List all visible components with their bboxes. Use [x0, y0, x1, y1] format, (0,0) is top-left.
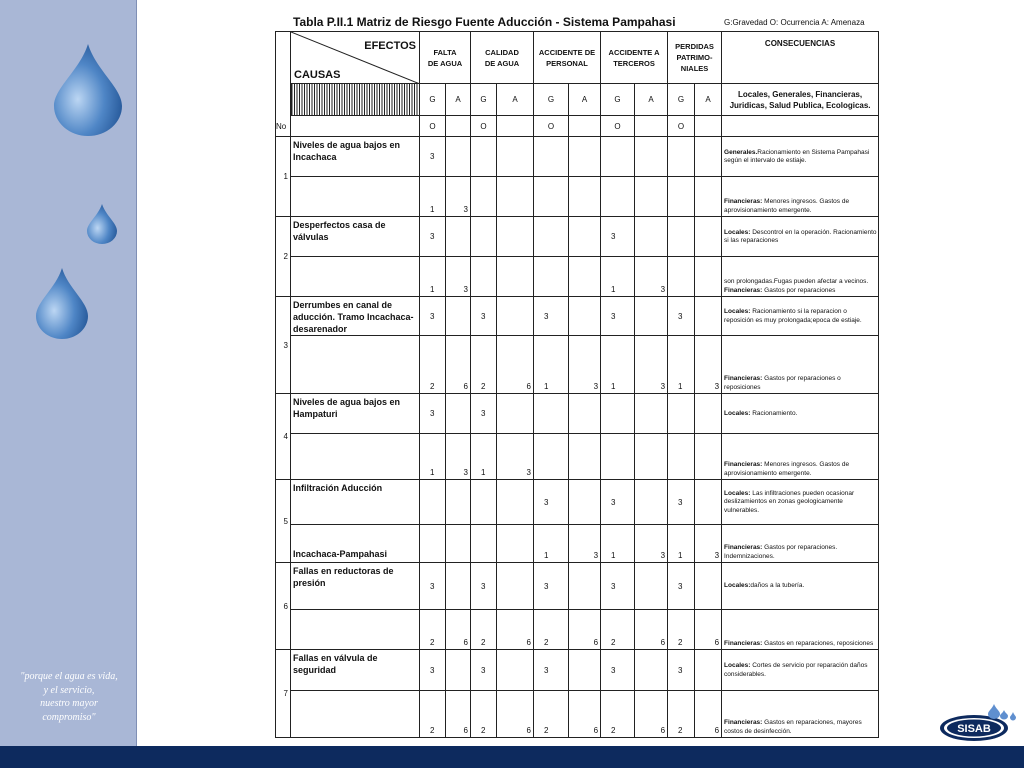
consequence-detail: Las infiltraciones pueden ocasionar deslizamientos en zonas geologicamente vulnerables.	[724, 489, 855, 514]
amenaza-value	[497, 525, 534, 563]
sisab-logo	[936, 702, 1024, 744]
hatched-cell	[291, 84, 420, 116]
gravedad-value	[471, 137, 497, 177]
consequence-detail: Gastos por reparaciones o reposiciones	[724, 375, 841, 391]
header-corner	[276, 32, 291, 137]
matrix-row-lower	[276, 691, 879, 738]
amenaza-cell	[497, 394, 534, 434]
matrix-row-lower	[276, 257, 879, 297]
ocurrencia-value: 1	[668, 525, 695, 563]
logo-text: SISAB	[957, 723, 991, 735]
amenaza-value: 6	[695, 610, 722, 650]
amenaza-cell	[569, 480, 601, 525]
gravedad-value: 3	[534, 297, 569, 336]
header-consecuencias: CONSECUENCIAS	[722, 32, 879, 84]
amenaza-cell	[695, 563, 722, 610]
amenaza-value: 6	[569, 610, 601, 650]
ocurrencia-value: 1	[420, 434, 446, 480]
amenaza-value: 3	[497, 434, 534, 480]
water-drop-large-icon	[52, 42, 124, 138]
consequence-detail: Descontrol en la operación. Racionamiento si las reparaciones	[724, 228, 877, 244]
amenaza-value: 3	[695, 336, 722, 394]
consequence-detail: Racionamiento en Sistema Pampahasi según el intervalo de estiaje.	[724, 148, 870, 164]
ocurrencia-value: 2	[471, 691, 497, 738]
consequence-text	[722, 480, 879, 525]
gravedad-value	[471, 480, 497, 525]
document-title: Tabla P.II.1 Matriz de Riesgo Fuente Aducción - Sistema Pampahasi	[293, 15, 676, 29]
ocurrencia-value: 1	[601, 336, 635, 394]
amenaza-cell	[446, 394, 471, 434]
header-perdidas-patrimoniales: PERDIDAS PATRIMO- NIALES	[668, 32, 722, 84]
header-a: A	[695, 84, 722, 116]
amenaza-value: 3	[695, 525, 722, 563]
ocurrencia-value	[471, 525, 497, 563]
ocurrencia-value	[471, 257, 497, 297]
amenaza-value: 6	[635, 610, 668, 650]
amenaza-cell	[497, 297, 534, 336]
gravedad-value: 3	[420, 563, 446, 610]
amenaza-cell	[695, 394, 722, 434]
ocurrencia-value	[601, 434, 635, 480]
amenaza-cell	[569, 563, 601, 610]
gravedad-value	[601, 394, 635, 434]
matrix-row	[276, 394, 879, 434]
cause-text: Niveles de agua bajos en Incachaca	[291, 137, 420, 177]
header-a: A	[569, 84, 601, 116]
gravedad-value	[471, 217, 497, 257]
cause-text-lower	[291, 434, 420, 480]
header-blank	[695, 116, 722, 137]
consequence-label: Financieras:	[724, 198, 763, 205]
amenaza-value	[635, 434, 668, 480]
amenaza-value	[497, 257, 534, 297]
matrix-row	[276, 480, 879, 525]
matrix-row-lower	[276, 610, 879, 650]
ocurrencia-value: 2	[471, 610, 497, 650]
amenaza-cell	[569, 297, 601, 336]
header-blank	[446, 116, 471, 137]
amenaza-cell	[695, 137, 722, 177]
amenaza-cell	[635, 480, 668, 525]
amenaza-value: 3	[569, 336, 601, 394]
cause-text: Niveles de agua bajos en Hampaturi	[291, 394, 420, 434]
row-number: 2	[276, 217, 291, 297]
consequence-text-lower	[722, 610, 879, 650]
gravedad-value: 3	[601, 480, 635, 525]
matrix-row-lower	[276, 525, 879, 563]
row-number: 5	[276, 480, 291, 563]
consequence-text-lower	[722, 691, 879, 738]
header-blank	[722, 116, 879, 137]
amenaza-value	[695, 434, 722, 480]
header-g: G	[601, 84, 635, 116]
ocurrencia-value	[420, 525, 446, 563]
amenaza-cell	[635, 217, 668, 257]
amenaza-value: 3	[446, 177, 471, 217]
gravedad-value	[668, 217, 695, 257]
risk-matrix-table	[275, 31, 879, 738]
ocurrencia-value: 2	[420, 336, 446, 394]
gravedad-value: 3	[668, 297, 695, 336]
ocurrencia-value: 1	[601, 257, 635, 297]
motto-line: nuestro mayor	[40, 698, 98, 709]
consequence-detail: Gastos por reparaciones. Indemnizaciones.	[724, 544, 838, 560]
bottom-bar	[0, 746, 1024, 768]
amenaza-value: 3	[635, 257, 668, 297]
header-g: G	[534, 84, 569, 116]
amenaza-cell	[695, 650, 722, 691]
consequence-label: Generales.	[724, 148, 758, 156]
amenaza-cell	[497, 217, 534, 257]
amenaza-value: 3	[446, 434, 471, 480]
cause-text-lower	[291, 257, 420, 297]
amenaza-value: 6	[497, 336, 534, 394]
ocurrencia-value	[471, 177, 497, 217]
consequence-detail: Menores ingresos. Gastos de aprovisionamiento emergente.	[724, 461, 850, 477]
header-o: O	[668, 116, 695, 137]
matrix-row	[276, 217, 879, 257]
ocurrencia-value: 2	[601, 610, 635, 650]
header-no: No	[276, 122, 287, 131]
gravedad-value: 3	[420, 137, 446, 177]
ocurrencia-value: 1	[534, 525, 569, 563]
gravedad-value: 3	[601, 297, 635, 336]
consequence-detail: son prolongadas.Fugas pueden afectar a vecinos.	[724, 278, 869, 285]
amenaza-cell	[635, 137, 668, 177]
consequence-text-lower	[722, 177, 879, 217]
amenaza-cell	[446, 297, 471, 336]
consequence-label: Financieras:	[724, 719, 763, 726]
amenaza-value: 3	[635, 525, 668, 563]
gravedad-value: 3	[601, 217, 635, 257]
consequence-text	[722, 137, 879, 177]
ocurrencia-value: 2	[601, 691, 635, 738]
ocurrencia-value: 1	[420, 177, 446, 217]
amenaza-value: 6	[497, 610, 534, 650]
consequence-detail: Racionamiento si la reparacion o reposición es muy prolongada;epoca de estiaje.	[724, 308, 862, 324]
header-falta-de-agua: FALTA DE AGUA	[420, 32, 471, 84]
gravedad-value: 3	[534, 650, 569, 691]
ocurrencia-value: 2	[420, 610, 446, 650]
cause-text: Derrumbes en canal de aducción. Tramo Incachaca-desarenador	[291, 297, 420, 336]
amenaza-value: 6	[446, 610, 471, 650]
gravedad-value: 3	[420, 650, 446, 691]
consequence-detail: Gastos por reparaciones	[762, 286, 836, 294]
gravedad-value: 3	[471, 563, 497, 610]
header-blank	[635, 116, 668, 137]
amenaza-value: 6	[635, 691, 668, 738]
amenaza-value: 6	[695, 691, 722, 738]
motto-line: "porque el agua es vida,	[20, 671, 118, 682]
ocurrencia-value: 2	[534, 691, 569, 738]
amenaza-cell	[635, 650, 668, 691]
cause-text-lower	[291, 610, 420, 650]
consequence-label: Locales:	[724, 228, 751, 236]
amenaza-cell	[446, 650, 471, 691]
cause-text: Fallas en válvula de seguridad	[291, 650, 420, 691]
ocurrencia-value	[534, 434, 569, 480]
header-accidente-personal: ACCIDENTE DE PERSONAL	[534, 32, 601, 84]
amenaza-value: 3	[446, 257, 471, 297]
consequence-detail: Gastos en reparaciones, mayores costos de desinfección.	[724, 719, 862, 735]
consequence-label: Locales:	[724, 409, 751, 417]
amenaza-cell	[497, 137, 534, 177]
consequence-label: Locales:	[724, 582, 751, 590]
cause-text: Fallas en reductoras de presión	[291, 563, 420, 610]
consequence-detail: Cortes de servicio por reparación daños considerables.	[724, 662, 868, 678]
ocurrencia-value	[601, 177, 635, 217]
gravedad-value	[668, 394, 695, 434]
consequence-text	[722, 297, 879, 336]
ocurrencia-value: 2	[420, 691, 446, 738]
amenaza-value: 6	[497, 691, 534, 738]
matrix-row-lower	[276, 177, 879, 217]
motto-line: y el servicio,	[43, 684, 95, 696]
header-a: A	[497, 84, 534, 116]
consequence-text	[722, 217, 879, 257]
gravedad-value: 3	[668, 480, 695, 525]
header-g: G	[471, 84, 497, 116]
gravedad-value	[534, 137, 569, 177]
gravedad-value	[534, 394, 569, 434]
header-o: O	[420, 116, 446, 137]
row-number: 7	[276, 650, 291, 738]
consequence-detail: Gastos en reparaciones, reposiciones	[762, 639, 874, 647]
header-a: A	[635, 84, 668, 116]
header-o: O	[601, 116, 635, 137]
consequence-label: Financieras:	[724, 461, 763, 468]
amenaza-cell	[695, 480, 722, 525]
ocurrencia-value: 2	[668, 610, 695, 650]
gravedad-value	[420, 480, 446, 525]
gravedad-value	[534, 217, 569, 257]
matrix-row-lower	[276, 434, 879, 480]
amenaza-cell	[497, 480, 534, 525]
amenaza-value	[569, 177, 601, 217]
amenaza-value	[695, 177, 722, 217]
gravedad-value: 3	[601, 650, 635, 691]
amenaza-value: 6	[446, 691, 471, 738]
water-drop-medium-icon	[34, 266, 90, 340]
consequence-detail: Racionamiento.	[750, 409, 798, 417]
header-diagonal-cell	[291, 32, 420, 84]
gravedad-value: 3	[668, 563, 695, 610]
header-o: O	[534, 116, 569, 137]
consequence-detail: daños a la tubería.	[750, 582, 805, 590]
amenaza-cell	[446, 137, 471, 177]
ocurrencia-value: 1	[668, 336, 695, 394]
header-g: G	[420, 84, 446, 116]
motto-line: compromiso"	[42, 711, 96, 723]
gravedad-value: 3	[601, 563, 635, 610]
consequence-text-lower	[722, 336, 879, 394]
ocurrencia-value: 2	[668, 691, 695, 738]
header-consecuencias-sub: Locales, Generales, Financieras, Juridicas, Salud Publica, Ecologicas.	[722, 84, 879, 116]
header-a: A	[446, 84, 471, 116]
header-accidente-terceros: ACCIDENTE A TERCEROS	[601, 32, 668, 84]
consequence-label: Financieras:	[724, 286, 763, 294]
ocurrencia-value	[534, 257, 569, 297]
ocurrencia-value	[534, 177, 569, 217]
consequence-text-lower	[722, 257, 879, 297]
gravedad-value: 3	[471, 394, 497, 434]
consequence-label: Locales:	[724, 662, 751, 669]
cause-text-lower: Incachaca-Pampahasi	[291, 525, 420, 563]
ocurrencia-value: 1	[471, 434, 497, 480]
ocurrencia-value: 1	[601, 525, 635, 563]
amenaza-value	[569, 434, 601, 480]
gravedad-value: 3	[420, 217, 446, 257]
row-number: 6	[276, 563, 291, 650]
ocurrencia-value: 1	[420, 257, 446, 297]
amenaza-cell	[446, 480, 471, 525]
cause-text: Desperfectos casa de válvulas	[291, 217, 420, 257]
amenaza-value	[446, 525, 471, 563]
amenaza-cell	[635, 563, 668, 610]
gravedad-value	[668, 137, 695, 177]
consequence-label: Financieras:	[724, 639, 763, 647]
cause-text: Infiltración Aducción	[291, 480, 420, 525]
gravedad-value: 3	[534, 480, 569, 525]
consequence-label: Financieras:	[724, 544, 763, 551]
amenaza-value	[635, 177, 668, 217]
header-efectos: EFECTOS	[364, 40, 416, 52]
consequence-text-lower	[722, 525, 879, 563]
gravedad-value: 3	[668, 650, 695, 691]
amenaza-cell	[497, 563, 534, 610]
amenaza-cell	[635, 394, 668, 434]
gravedad-value: 3	[471, 650, 497, 691]
row-number: 4	[276, 394, 291, 480]
gravedad-value: 3	[471, 297, 497, 336]
consequence-text	[722, 394, 879, 434]
consequence-label: Locales:	[724, 308, 751, 315]
header-blank	[497, 116, 534, 137]
amenaza-value	[695, 257, 722, 297]
gravedad-value: 3	[420, 394, 446, 434]
ocurrencia-value	[668, 434, 695, 480]
cause-text-lower	[291, 336, 420, 394]
ocurrencia-value: 1	[534, 336, 569, 394]
row-number: 3	[276, 297, 291, 394]
motto	[8, 670, 130, 724]
header-g: G	[668, 84, 695, 116]
cause-text-lower	[291, 691, 420, 738]
legend: G:Gravedad O: Ocurrencia A: Amenaza	[724, 18, 865, 27]
header-calidad-de-agua: CALIDAD DE AGUA	[471, 32, 534, 84]
header-o: O	[471, 116, 497, 137]
matrix-row	[276, 650, 879, 691]
consequence-text-lower	[722, 434, 879, 480]
consequence-text	[722, 563, 879, 610]
consequence-detail: Menores ingresos. Gastos de aprovisionamiento emergente.	[724, 198, 850, 214]
matrix-row	[276, 297, 879, 336]
ocurrencia-value	[668, 177, 695, 217]
ocurrencia-value: 2	[471, 336, 497, 394]
matrix-row	[276, 137, 879, 177]
amenaza-value: 6	[569, 691, 601, 738]
header-causas: CAUSAS	[294, 69, 341, 81]
amenaza-value: 3	[569, 525, 601, 563]
amenaza-cell	[569, 394, 601, 434]
ocurrencia-value	[668, 257, 695, 297]
consequence-label: Locales:	[724, 489, 751, 497]
amenaza-cell	[695, 297, 722, 336]
gravedad-value: 3	[534, 563, 569, 610]
ocurrencia-value: 2	[534, 610, 569, 650]
amenaza-value	[569, 257, 601, 297]
amenaza-value	[497, 177, 534, 217]
amenaza-value: 6	[446, 336, 471, 394]
header-blank	[569, 116, 601, 137]
amenaza-cell	[695, 217, 722, 257]
sidebar	[0, 0, 137, 746]
water-drop-small-icon	[85, 203, 119, 245]
amenaza-cell	[635, 297, 668, 336]
gravedad-value: 3	[420, 297, 446, 336]
matrix-row-lower	[276, 336, 879, 394]
amenaza-value: 3	[635, 336, 668, 394]
row-number: 1	[276, 137, 291, 217]
consequence-label: Financieras:	[724, 375, 763, 382]
consequence-text	[722, 650, 879, 691]
header-blank	[291, 116, 420, 137]
amenaza-cell	[446, 563, 471, 610]
cause-text-lower	[291, 177, 420, 217]
matrix-row	[276, 563, 879, 610]
amenaza-cell	[569, 137, 601, 177]
amenaza-cell	[569, 650, 601, 691]
amenaza-cell	[569, 217, 601, 257]
gravedad-value	[601, 137, 635, 177]
amenaza-cell	[446, 217, 471, 257]
amenaza-cell	[497, 650, 534, 691]
